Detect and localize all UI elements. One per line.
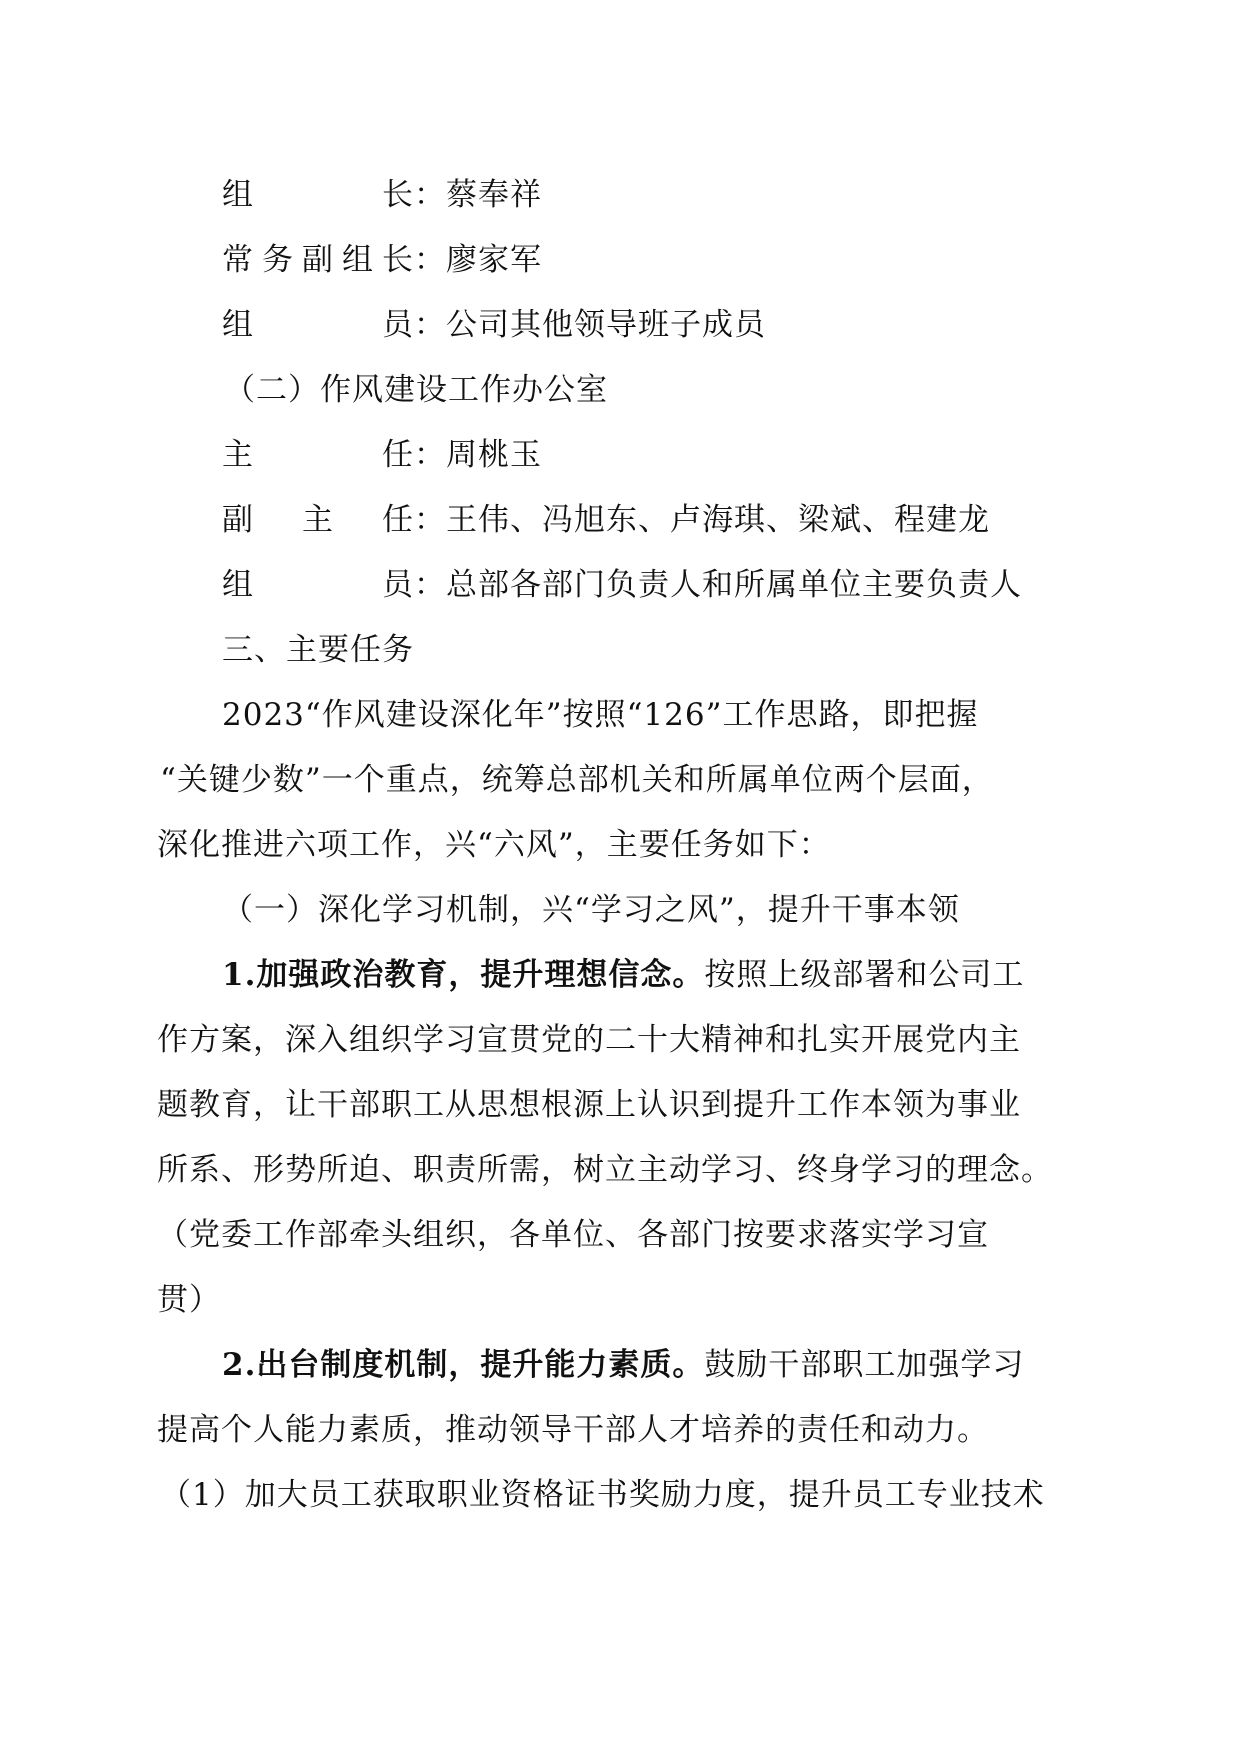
intro-line-2: “关键少数”一个重点，统筹总部机关和所属单位两个层面， bbox=[160, 762, 994, 798]
item1-line: 作方案，深入组织学习宣贯党的二十大精神和扎实开展党内主 bbox=[157, 1022, 1021, 1058]
leader-value: 蔡奉祥 bbox=[446, 177, 542, 213]
leader-label: 组长 bbox=[222, 177, 414, 213]
office-members-label: 组员 bbox=[222, 567, 414, 603]
item1-title: 1.加强政治教育，提升理想信念。 bbox=[222, 957, 705, 993]
office-deputy-label: 副主任 bbox=[222, 502, 414, 538]
office-director-value: 周桃玉 bbox=[446, 437, 542, 473]
group-members-line bbox=[222, 305, 766, 345]
leader-sep: ： bbox=[414, 177, 446, 213]
group-members-sep: ： bbox=[414, 307, 446, 343]
item2-first-rest: 鼓励干部职工加强学习 bbox=[704, 1347, 1025, 1383]
office-members-value: 总部各部门负责人和所属单位主要负责人 bbox=[446, 567, 1022, 603]
group-members-value: 公司其他领导班子成员 bbox=[446, 307, 766, 343]
executive-deputy-sep: ： bbox=[414, 242, 446, 278]
item1-line: 贯） bbox=[157, 1282, 221, 1318]
item1-line: 所系、形势所迫、职责所需，树立主动学习、终身学习的理念。 bbox=[157, 1152, 1053, 1188]
office-members-line bbox=[222, 565, 1022, 605]
office-director-label: 主任 bbox=[222, 437, 414, 473]
group-members-label: 组员 bbox=[222, 307, 414, 343]
item1-line: 题教育，让干部职工从思想根源上认识到提升工作本领为事业 bbox=[157, 1087, 1021, 1123]
item2-line: （1）加大员工获取职业资格证书奖励力度，提升员工专业技术 bbox=[160, 1477, 1045, 1513]
office-members-sep: ： bbox=[414, 567, 446, 603]
item2-title: 2.出台制度机制，提升能力素质。 bbox=[222, 1347, 705, 1383]
item2-first-line bbox=[222, 1345, 1024, 1385]
executive-deputy-label: 常务副组长 bbox=[222, 242, 414, 278]
office-deputy-sep: ： bbox=[414, 502, 446, 538]
item2-line: 提高个人能力素质，推动领导干部人才培养的责任和动力。 bbox=[157, 1412, 989, 1448]
office-director-sep: ： bbox=[414, 437, 446, 473]
office-deputy-value: 王伟、冯旭东、卢海琪、梁斌、程建龙 bbox=[446, 502, 990, 538]
item1-line: （党委工作部牵头组织，各单位、各部门按要求落实学习宣 bbox=[157, 1217, 989, 1253]
office-director-line bbox=[222, 435, 542, 475]
office-deputy-line bbox=[222, 500, 990, 540]
executive-deputy-value: 廖家军 bbox=[446, 242, 542, 278]
leader-line bbox=[222, 175, 542, 215]
subsection-heading: （一）深化学习机制，兴“学习之风”，提升干事本领 bbox=[222, 892, 960, 928]
item1-first-line bbox=[222, 955, 1024, 995]
office-heading: （二）作风建设工作办公室 bbox=[224, 372, 608, 408]
item1-first-rest: 按照上级部署和公司工 bbox=[704, 957, 1025, 993]
executive-deputy-line bbox=[222, 240, 542, 280]
section-heading: 三、主要任务 bbox=[222, 632, 414, 668]
intro-line-3: 深化推进六项工作，兴“六风”，主要任务如下： bbox=[157, 827, 831, 863]
intro-line-1: 2023“作风建设深化年”按照“126”工作思路，即把握 bbox=[222, 697, 979, 733]
